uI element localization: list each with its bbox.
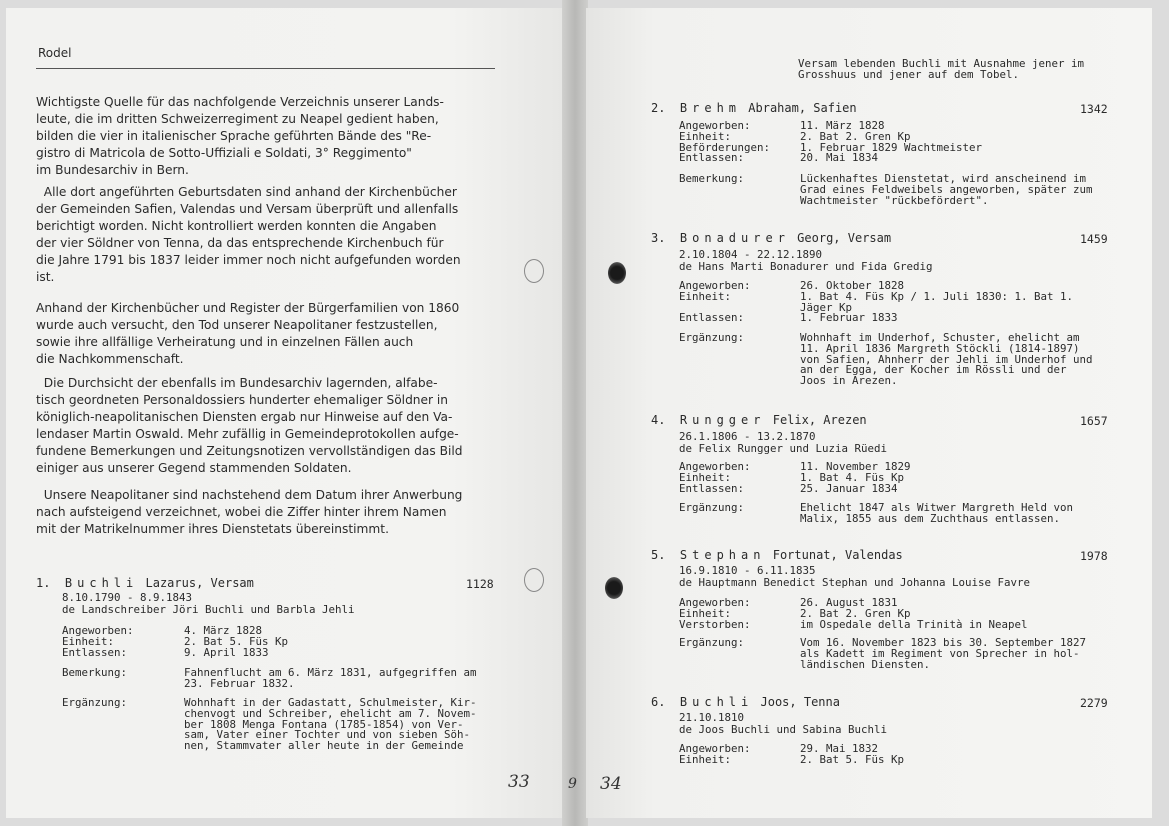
field-values: 11. März 1828 2. Bat 2. Gren Kp 1. Februar 1829 Wachtmeister 20. Mai 1834	[800, 119, 983, 165]
entry-title	[651, 413, 867, 427]
intro-paragraph-2: Alle dort angeführten Geburtsdaten sind anhand der Kirchenbücher der Gemeinden Safien, Valendas und Versam überprüft und allenfalls berichtigt worden. Nicht kontrolliert werden konnten die Angaben der vier Söldner von Tenna, da das entsprechende Kirchenbuch für die Jahre 1791 bis 1837 leider immer noch nicht aufgefunden worden ist.	[36, 185, 461, 285]
book-spine	[562, 0, 588, 826]
punch-hole-left-bottom	[524, 568, 544, 592]
matrikel-number: 1342	[1080, 102, 1108, 116]
entry-surname: Buchli	[679, 695, 754, 709]
gutter-mark: 9	[568, 776, 577, 792]
intro-paragraph-4: Die Durchsicht der ebenfalls im Bundesarchiv lagernden, alfabe- tisch geordneten Personaldossiers hunderter ehemaliger Söldner in königlich-neapolitanischen Diensten ergab nur Hinweise auf den Va- lendaser Martin Oswald. Mehr zufällig in Gemeindeprotokollen aufge- fundene Bemerkungen und Zeitungsnotizen vervollständigen das Bild einiger aus unserer Gegend stammenden Soldaten.	[36, 376, 463, 476]
entry-given-name: Fortunat, Valendas	[772, 548, 903, 562]
field-values: 11. November 1829 1. Bat 4. Füs Kp 25. Januar 1834	[800, 460, 911, 495]
field-values: 26. Oktober 1828 1. Bat 4. Füs Kp / 1. Juli 1830: 1. Bat 1. Jäger Kp 1. Februar 1833	[800, 279, 1074, 325]
intro-paragraph-3: Anhand der Kirchenbücher und Register der Bürgerfamilien von 1860 wurde auch versucht, den Tod unserer Neapolitaner festzustellen, sowie ihre allfällige Verheiratung und in einzelnen Fällen auch die Nachkommenschaft.	[36, 301, 460, 367]
field-labels: Angeworben: Einheit: Entlassen:	[679, 279, 751, 325]
life-dates: 2.10.1804 - 22.12.1890	[679, 248, 823, 261]
entry-given-name: Georg, Versam	[797, 231, 892, 245]
parents: de Felix Rungger und Luzia Rüedi	[679, 442, 888, 455]
entry-number: 6.	[651, 695, 666, 709]
field-values: 4. März 1828 2. Bat 5. Füs Kp 9. April 1833	[184, 624, 289, 659]
entry-surname: Brehm	[679, 101, 742, 115]
parents: de Landschreiber Jöri Buchli und Barbla Jehli	[62, 603, 355, 616]
parents: de Hauptmann Benedict Stephan und Johanna Louise Favre	[679, 576, 1031, 589]
field-labels: Angeworben: Einheit:	[679, 742, 751, 766]
parents: de Hans Marti Bonadurer und Fida Gredig	[679, 260, 933, 273]
field-values: 29. Mai 1832 2. Bat 5. Füs Kp	[800, 742, 905, 766]
field-labels: Angeworben: Einheit: Verstorben:	[679, 596, 751, 631]
supplement-label: Ergänzung:	[62, 696, 128, 709]
header-rule	[36, 68, 495, 69]
life-dates: 16.9.1810 - 6.11.1835	[679, 564, 816, 577]
field-values: 26. August 1831 2. Bat 2. Gren Kp im Ospedale della Trinità in Neapel	[800, 596, 1028, 631]
entry-given-name: Lazarus, Versam	[145, 576, 254, 590]
continuation-text: Versam lebenden Buchli mit Ausnahme jener im Grosshuus und jener auf dem Tobel.	[798, 57, 1085, 81]
entry-given-name: Joos, Tenna	[760, 695, 840, 709]
remark-label: Bemerkung:	[679, 172, 745, 185]
intro-paragraph-5: Unsere Neapolitaner sind nachstehend dem Datum ihrer Anwerbung nach aufsteigend verzeichnet, wobei die Ziffer hinter ihrem Namen mit der Matrikelnummer ihres Dienstetats übereinstimmt.	[36, 488, 463, 537]
supplement-label: Ergänzung:	[679, 636, 745, 649]
punch-hole-right-top	[608, 262, 626, 284]
entry-given-name: Felix, Arezen	[772, 413, 867, 427]
entry-title	[36, 576, 254, 590]
supplement-text: Ehelicht 1847 als Witwer Margreth Held von Malix, 1855 aus dem Zuchthaus entlassen.	[800, 501, 1074, 525]
entry-number: 3.	[651, 231, 666, 245]
entry-number: 2.	[651, 101, 666, 115]
matrikel-number: 1657	[1080, 414, 1108, 428]
entry-surname: Bonadurer	[679, 231, 790, 245]
intro-paragraph-1: Wichtigste Quelle für das nachfolgende Verzeichnis unserer Lands- leute, die im dritten Schweizerregiment zu Neapel gedient haben, bilden die vier in italienischer Sprache geführten Bände des "Re- gistro di Matricola de Sotto-Uffiziali e Soldati, 3° Reggimento" im Bundesarchiv in Bern.	[36, 95, 444, 178]
supplement-label: Ergänzung:	[679, 331, 745, 344]
life-dates: 21.10.1810	[679, 711, 745, 724]
supplement-text: Wohnhaft in der Gadastatt, Schulmeister, Kir- chenvogt und Schreiber, ehelicht am 7. Novem- ber 1808 Menga Fontana (1785-1854) von Ver- sam, Vater einer Tochter und von sieben Söh- nen, Stammvater aller heute in der Gemeinde	[184, 696, 477, 753]
entry-surname: Stephan	[679, 548, 766, 562]
entry-number: 5.	[651, 548, 666, 562]
supplement-text: Vom 16. November 1823 bis 30. September 1827 als Kadett im Regiment von Sprecher in hol- ländischen Diensten.	[800, 636, 1087, 671]
running-header: Rodel	[38, 46, 72, 60]
matrikel-number: 1128	[466, 577, 494, 591]
supplement-text: Wohnhaft im Underhof, Schuster, ehelicht am 11. April 1836 Margreth Stöckli (1814-1897) von Safien, Ahnherr der Jehli im Underhof und an der Egga, der Kocher im Rössli und der Joos in Arezen.	[800, 331, 1093, 388]
entry-title	[651, 231, 891, 245]
parents: de Joos Buchli und Sabina Buchli	[679, 723, 888, 736]
life-dates: 8.10.1790 - 8.9.1843	[62, 591, 193, 604]
life-dates: 26.1.1806 - 13.2.1870	[679, 430, 816, 443]
field-labels: Angeworben: Einheit: Entlassen:	[679, 460, 751, 495]
supplement-label: Ergänzung:	[679, 501, 745, 514]
punch-hole-right-bottom	[605, 577, 623, 599]
entry-surname: Rungger	[679, 413, 766, 427]
field-labels: Angeworben: Einheit: Beförderungen: Entlassen:	[679, 119, 771, 165]
entry-title	[651, 548, 903, 562]
entry-number: 4.	[651, 413, 666, 427]
punch-hole-left-top	[524, 259, 544, 283]
handwritten-page-number-right: 34	[600, 774, 622, 794]
entry-title	[651, 695, 840, 709]
remark-label: Bemerkung:	[62, 666, 128, 679]
field-labels: Angeworben: Einheit: Entlassen:	[62, 624, 134, 659]
remark-text: Lückenhaftes Dienstetat, wird anscheinend im Grad eines Feldweibels angeworben, später zum Wachtmeister "rückbefördert".	[800, 172, 1093, 207]
entry-number: 1.	[36, 576, 51, 590]
matrikel-number: 1978	[1080, 549, 1108, 563]
remark-text: Fahnenflucht am 6. März 1831, aufgegriffen am 23. Februar 1832.	[184, 666, 477, 690]
handwritten-page-number-left: 33	[508, 772, 530, 792]
matrikel-number: 1459	[1080, 232, 1108, 246]
entry-title	[651, 101, 857, 115]
entry-surname: Buchli	[64, 576, 139, 590]
matrikel-number: 2279	[1080, 696, 1108, 710]
entry-given-name: Abraham, Safien	[748, 101, 857, 115]
